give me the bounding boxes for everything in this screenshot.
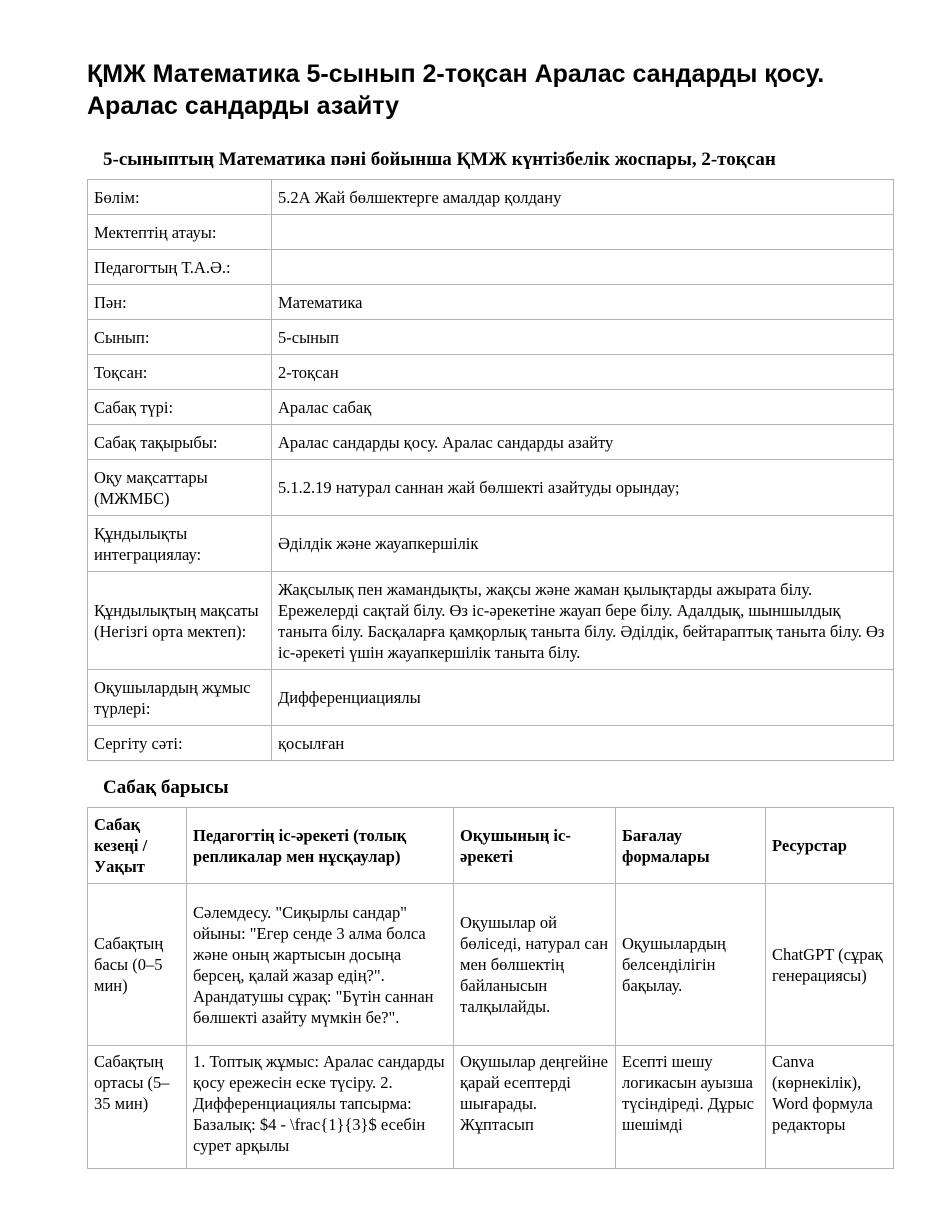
info-label: Мектептің атауы:	[88, 215, 272, 250]
info-row	[88, 726, 894, 761]
header-teacher-actions: Педагогтің іс-әрекеті (толық репликалар мен нұсқаулар)	[187, 808, 454, 884]
lesson-student-actions: Оқушылар ой бөліседі, натурал сан мен бөлшектің байланысын талқылайды.	[454, 884, 616, 1046]
header-resources: Ресурстар	[766, 808, 894, 884]
info-label: Оқу мақсаттары (МЖМБС)	[88, 460, 272, 516]
lesson-header-row	[88, 808, 894, 884]
lesson-row	[88, 1046, 894, 1169]
lesson-assessment: Оқушылардың белсенділігін бақылау.	[616, 884, 766, 1046]
info-row	[88, 670, 894, 726]
section-title: Сабақ барысы	[103, 777, 229, 798]
info-value: 5.2А Жай бөлшектерге амалдар қолдану	[272, 180, 894, 215]
info-row	[88, 355, 894, 390]
lesson-row	[88, 884, 894, 1046]
info-label: Сергіту сәті:	[88, 726, 272, 761]
info-value: қосылған	[272, 726, 894, 761]
lesson-stage: Сабақтың басы (0–5 мин)	[88, 884, 187, 1046]
info-row	[88, 425, 894, 460]
info-row	[88, 516, 894, 572]
info-row	[88, 285, 894, 320]
info-value: 5-сынып	[272, 320, 894, 355]
info-value: Аралас сандарды қосу. Аралас сандарды азайту	[272, 425, 894, 460]
info-label: Құндылықтың мақсаты (Негізгі орта мектеп):	[88, 572, 272, 670]
lesson-student-actions	[454, 1046, 616, 1169]
info-value: 2-тоқсан	[272, 355, 894, 390]
info-value	[272, 250, 894, 285]
info-value: Әділдік және жауапкершілік	[272, 516, 894, 572]
info-row	[88, 390, 894, 425]
lesson-assessment	[616, 1046, 766, 1169]
info-label: Пән:	[88, 285, 272, 320]
plan-subtitle: 5-сыныптың Математика пәні бойынша ҚМЖ күнтізбелік жоспары, 2-тоқсан	[103, 149, 776, 170]
info-label: Сынып:	[88, 320, 272, 355]
lesson-stage	[88, 1046, 187, 1169]
lesson-resources	[766, 1046, 894, 1169]
info-value	[272, 215, 894, 250]
header-stage: Сабақ кезеңі / Уақыт	[88, 808, 187, 884]
info-row	[88, 320, 894, 355]
info-value: Жақсылық пен жамандықты, жақсы және жаман қылықтарды ажырата білу. Ережелерді сақтай білу. Өз іс-әрекетіне жауап бере білу. Адалдық, шыншылдық таныта білу. Басқаларға қамқорлық таныта білу. Әділдік, бейтараптық таныта білу. Өз іс-әрекеті үшін жауапкершілік таныта білу.	[272, 572, 894, 670]
lesson-student-actions-text: Оқушылар деңгейіне қарай есептерді шығарады. Жұптасып	[460, 1052, 608, 1134]
lesson-teacher-actions	[187, 1046, 454, 1169]
info-label: Бөлім:	[88, 180, 272, 215]
lesson-stage-text: Сабақтың ортасы (5–35 мин)	[94, 1052, 170, 1113]
info-label: Тоқсан:	[88, 355, 272, 390]
info-row	[88, 180, 894, 215]
info-label: Сабақ түрі:	[88, 390, 272, 425]
info-value: Математика	[272, 285, 894, 320]
lesson-resources: ChatGPT (сұрақ генерациясы)	[766, 884, 894, 1046]
lesson-teacher-actions: Сәлемдесу. "Сиқырлы сандар" ойыны: "Егер сенде 3 алма болса және оның жартысын досыңа берсең, қалай жазар едің?". Арандатушы сұрақ: "Бүтін саннан бөлшекті азайту мүмкін бе?".	[187, 884, 454, 1046]
lesson-table	[87, 807, 894, 1169]
info-value: 5.1.2.19 натурал саннан жай бөлшекті азайтуды орындау;	[272, 460, 894, 516]
lesson-resources-text: Canva (көрнекілік), Word формула редакторы	[772, 1052, 873, 1134]
header-student-actions: Оқушының іс-әрекеті	[454, 808, 616, 884]
lesson-assessment-text: Есепті шешу логикасын ауызша түсіндіреді. Дұрыс шешімді	[622, 1052, 754, 1134]
page-title: ҚМЖ Математика 5-сынып 2-тоқсан Аралас сандарды қосу. Аралас сандарды азайту	[87, 60, 825, 120]
info-table	[87, 179, 894, 761]
header-assessment: Бағалау формалары	[616, 808, 766, 884]
info-row	[88, 215, 894, 250]
info-label: Құндылықты интеграциялау:	[88, 516, 272, 572]
info-row	[88, 460, 894, 516]
info-value: Аралас сабақ	[272, 390, 894, 425]
info-label: Сабақ тақырыбы:	[88, 425, 272, 460]
lesson-teacher-actions-text: 1. Топтық жұмыс: Аралас сандарды қосу ережесін еске түсіру. 2. Дифференциациялы тапсырма: Базалық: $4 - \frac{1}{3}$ есебін сурет арқылы	[193, 1052, 445, 1155]
info-label: Оқушылардың жұмыс түрлері:	[88, 670, 272, 726]
info-row	[88, 250, 894, 285]
info-label: Педагогтың Т.А.Ә.:	[88, 250, 272, 285]
info-row	[88, 572, 894, 670]
info-value: Дифференциациялы	[272, 670, 894, 726]
